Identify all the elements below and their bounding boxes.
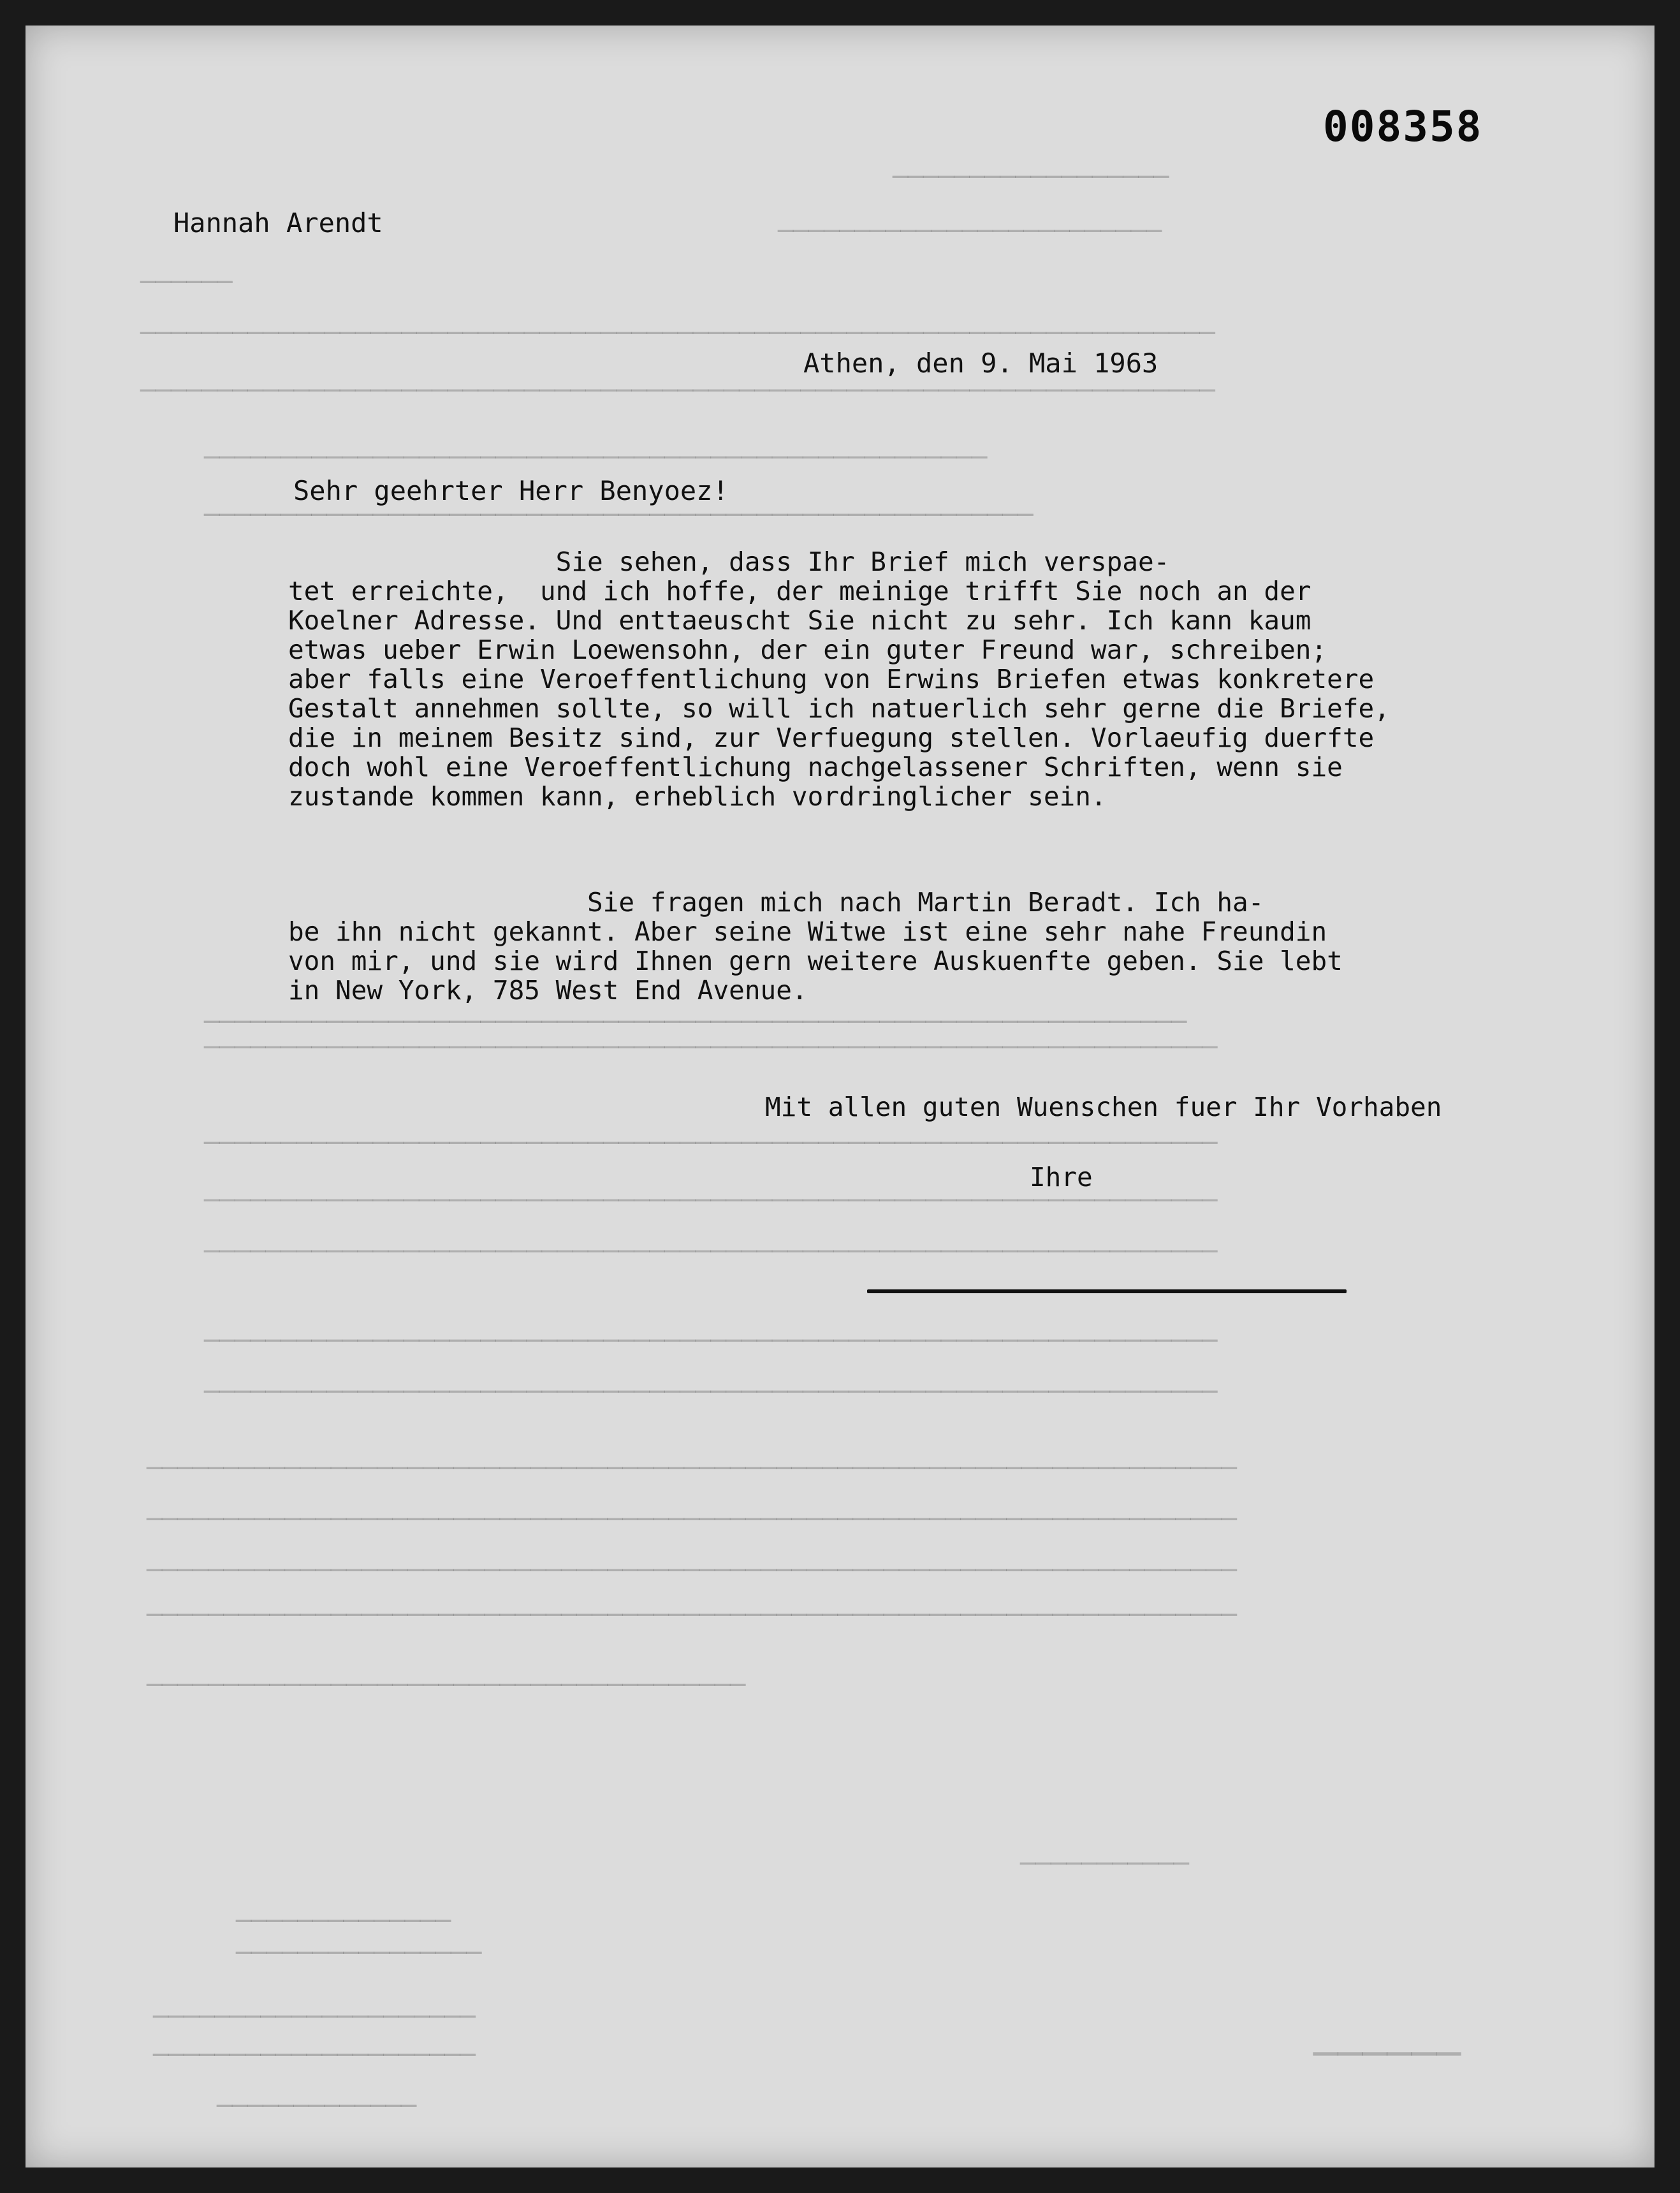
text-line: zustande kommen kann, erheblich vordringlicher sein. xyxy=(288,781,1107,812)
bleed-through-text: ────────────────── xyxy=(893,163,1169,192)
letter-sheet xyxy=(26,26,1654,2167)
closing-line: Mit allen guten Wuenschen fuer Ihr Vorhaben xyxy=(765,1092,1442,1122)
text-line: Sie sehen, dass Ihr Brief mich verspae- xyxy=(288,546,1170,577)
bleed-through-text: ────────────────────────────────────────────────────────────────── xyxy=(204,1129,1218,1158)
bleed-through-text: ────────────── xyxy=(236,1907,451,1936)
text-line: die in meinem Besitz sind, zur Verfuegung stellen. Vorlaeufig duerfte xyxy=(288,722,1375,753)
text-line: von mir, und sie wird Ihnen gern weitere Auskuenfte geben. Sie lebt xyxy=(288,946,1343,976)
bleed-through-text: ───────────────────── xyxy=(153,2041,476,2070)
text-line: Sie fragen mich nach Martin Beradt. Ich ha- xyxy=(288,887,1264,918)
bleed-through-text: ─────────────────────────────────────────────────────────────────────── xyxy=(147,1505,1237,1534)
bleed-through-text: ─────────────────────────────────────────────────────────────────────── xyxy=(147,1454,1237,1483)
bleed-through-text: ───────────── xyxy=(217,2092,417,2121)
paragraph-2 xyxy=(288,888,1343,1005)
bleed-through-text: ─────────────────────────────────────────────────── xyxy=(204,443,988,473)
text-line: Koelner Adresse. Und enttaeuscht Sie nicht zu sehr. Ich kann kaum xyxy=(288,605,1311,636)
bleed-through-text: ────────────────────────────────────────────────────────────────── xyxy=(204,1237,1218,1266)
sender-name: Hannah Arendt xyxy=(173,207,383,238)
bleed-through-text: ────────────────────────────────────────────────────────────────── xyxy=(204,1186,1218,1215)
bleed-through-text: ─────────── xyxy=(1020,1849,1189,1879)
bleed-through-text: ──────────────── xyxy=(236,1939,482,1968)
bleed-through-text: ───────────────────────── xyxy=(778,217,1162,246)
bleed-through-text: ────── xyxy=(1313,2031,1461,2078)
text-line: doch wohl eine Veroeffentlichung nachgelassener Schriften, wenn sie xyxy=(288,752,1343,782)
bleed-through-text: ────────────────────────────────────────────────────────────────── xyxy=(204,1033,1218,1062)
bleed-through-text: ────────────────────────────────────────────────────── xyxy=(204,501,1034,530)
sign-off: Ihre xyxy=(1030,1162,1093,1192)
bleed-through-text: ─────────────────────────────────────────────────────────────────────── xyxy=(147,1556,1237,1585)
bleed-through-text: ────────────────────────────────────────────────────────────────────── xyxy=(140,376,1215,406)
bleed-through-text: ───────────────────── xyxy=(153,2002,476,2032)
document-number: 008358 xyxy=(1323,102,1483,151)
paragraph-1 xyxy=(288,547,1390,811)
salutation: Sehr geehrter Herr Benyoez! xyxy=(293,475,729,506)
text-line: aber falls eine Veroeffentlichung von Erwins Briefen etwas konkretere xyxy=(288,664,1375,694)
bleed-through-text: ────────────────────────────────────────────────────────────────── xyxy=(204,1377,1218,1407)
text-line: etwas ueber Erwin Loewensohn, der ein guter Freund war, schreiben; xyxy=(288,634,1327,665)
bleed-through-text: ──────────────────────────────────────────────────────────────── xyxy=(204,1008,1187,1037)
signature-line xyxy=(867,1289,1347,1293)
bleed-through-text: ────────────────────────────────────────────────────────────────── xyxy=(204,1326,1218,1356)
bleed-through-text: ────── xyxy=(140,268,233,297)
text-line: be ihn nicht gekannt. Aber seine Witwe ist eine sehr nahe Freundin xyxy=(288,916,1327,947)
bleed-through-text: ────────────────────────────────────────────────────────────────────── xyxy=(140,319,1215,348)
text-line: Gestalt annehmen sollte, so will ich natuerlich sehr gerne die Briefe, xyxy=(288,693,1390,724)
text-line: tet erreichte, und ich hoffe, der meinige trifft Sie noch an der xyxy=(288,576,1311,606)
text-line: in New York, 785 West End Avenue. xyxy=(288,975,808,1006)
bleed-through-text: ─────────────────────────────────────────────────────────────────────── xyxy=(147,1601,1237,1630)
bleed-through-text: ─────────────────────────────────────── xyxy=(147,1671,746,1700)
place-date: Athen, den 9. Mai 1963 xyxy=(803,348,1158,379)
